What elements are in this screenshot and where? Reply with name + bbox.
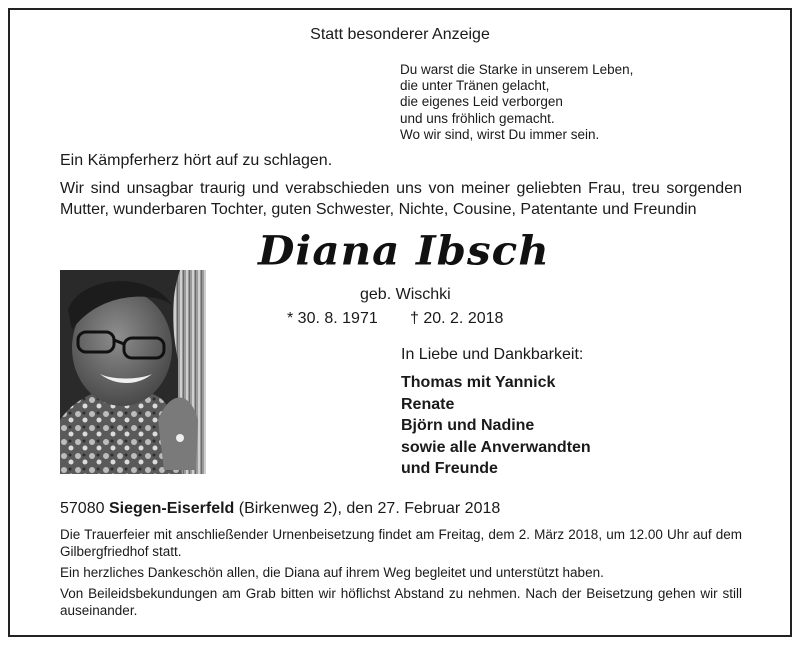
address-zip: 57080: [60, 500, 105, 517]
intro-line: Ein Kämpferherz hört auf zu schlagen.: [60, 152, 333, 169]
poem: [400, 62, 633, 143]
header-text: Statt besonderer Anzeige: [310, 26, 490, 43]
funeral-note: Die Trauerfeier mit anschließender Urnenbeisetzung findet am Freitag, dem 2. März 2018, um 12.00 Uhr auf dem Gilbergfriedhof statt.: [60, 527, 742, 559]
address-city: Siegen-Eiserfeld: [108, 500, 235, 517]
address-line: [60, 500, 500, 518]
death-date: † 20. 2. 2018: [410, 310, 504, 327]
mourner-line: Björn und Nadine: [401, 417, 535, 434]
poem-line: die unter Tränen gelacht,: [400, 78, 550, 94]
thanks-note: Ein herzliches Dankeschön allen, die Diana auf ihrem Weg begleitet und unterstützt haben.: [60, 565, 604, 580]
poem-line: die eigenes Leid verborgen: [400, 94, 563, 110]
mourners-list: [401, 372, 591, 480]
born-name: geb. Wischki: [360, 286, 451, 303]
intro-paragraph: Wir sind unsagbar traurig und verabschieden uns von meiner geliebten Frau, treu sorgenden Mutter, wunderbaren Tochter, guten Schwester, Nichte, Cousine, Patentante und Freundin: [60, 180, 742, 218]
mourner-line: sowie alle Anverwandten: [401, 438, 591, 456]
address-rest: (Birkenweg 2), den 27. Februar 2018: [238, 500, 501, 517]
mourner-line: und Freunde: [401, 460, 498, 477]
condolence-note: Von Beileidsbekundungen am Grab bitten wir höflichst Abstand zu nehmen. Nach der Beisetzung gehen wir still auseinander.: [60, 586, 742, 618]
mourner-line: Thomas mit Yannick: [401, 374, 556, 391]
mourners-intro: In Liebe und Dankbarkeit:: [401, 346, 584, 363]
poem-line: Wo wir sind, wirst Du immer sein.: [400, 126, 600, 142]
mourner-line: Renate: [401, 395, 455, 413]
birth-date: * 30. 8. 1971: [287, 310, 378, 327]
poem-line: und uns fröhlich gemacht.: [400, 110, 555, 126]
portrait-photo: [60, 270, 206, 474]
poem-line: Du warst die Starke in unserem Leben,: [400, 62, 634, 77]
deceased-name: Diana Ibsch: [258, 227, 550, 274]
